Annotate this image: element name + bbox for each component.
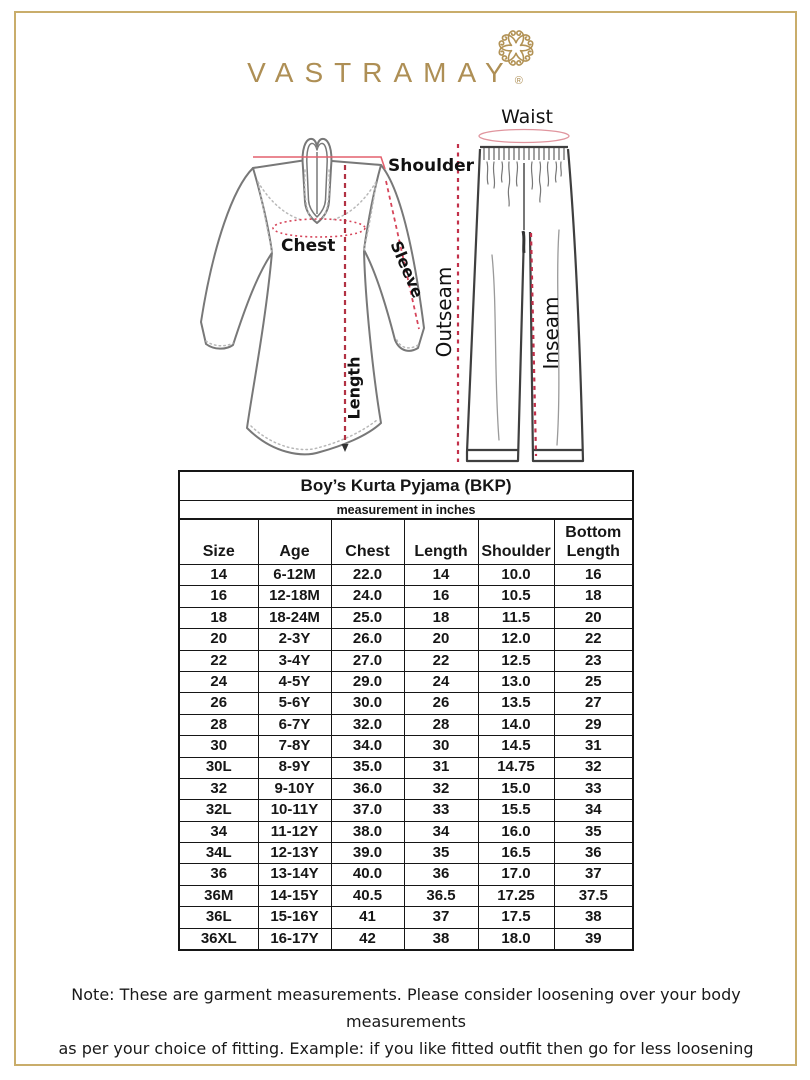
table-cell: 28 <box>179 714 258 735</box>
table-row <box>179 607 633 628</box>
table-cell: 6-7Y <box>258 714 331 735</box>
pyjama-diagram <box>467 147 583 461</box>
note-line-2: as per your choice of fitting. Example: if you like fitted outfit then go for less loosening <box>58 1039 754 1058</box>
table-cell: 36 <box>179 864 258 885</box>
table-cell: 18-24M <box>258 607 331 628</box>
table-cell: 30L <box>179 757 258 778</box>
table-cell: 20 <box>554 607 633 628</box>
table-cell: 16.5 <box>478 843 554 864</box>
size-table-subtitle: measurement in inches <box>179 501 633 520</box>
table-cell: 14.75 <box>478 757 554 778</box>
table-cell: 29 <box>554 714 633 735</box>
table-row <box>179 928 633 950</box>
table-cell: 36 <box>554 843 633 864</box>
table-cell: 28 <box>404 714 478 735</box>
table-cell: 30.0 <box>331 693 404 714</box>
table-cell: 37 <box>404 907 478 928</box>
table-cell: 2-3Y <box>258 629 331 650</box>
table-cell: 11.5 <box>478 607 554 628</box>
table-cell: 36.0 <box>331 778 404 799</box>
table-cell: 41 <box>331 907 404 928</box>
table-cell: 24.0 <box>331 586 404 607</box>
table-cell: 37.5 <box>554 885 633 906</box>
table-cell: 34L <box>179 843 258 864</box>
size-table-body <box>179 565 633 951</box>
table-cell: 32 <box>404 778 478 799</box>
table-cell: 30 <box>404 736 478 757</box>
table-cell: 31 <box>554 736 633 757</box>
table-cell: 34 <box>554 800 633 821</box>
table-cell: 15-16Y <box>258 907 331 928</box>
table-row <box>179 864 633 885</box>
table-cell: 14 <box>404 565 478 586</box>
table-cell: 10.0 <box>478 565 554 586</box>
column-header-length: Length <box>404 519 478 565</box>
table-cell: 23 <box>554 650 633 671</box>
table-cell: 22.0 <box>331 565 404 586</box>
size-table-header-row <box>179 519 633 565</box>
table-cell: 22 <box>554 629 633 650</box>
table-row <box>179 693 633 714</box>
length-label: Length <box>344 356 364 420</box>
table-cell: 36.5 <box>404 885 478 906</box>
table-cell: 32 <box>554 757 633 778</box>
table-cell: 34 <box>404 821 478 842</box>
table-cell: 36XL <box>179 928 258 950</box>
table-cell: 26 <box>179 693 258 714</box>
table-row <box>179 714 633 735</box>
table-row <box>179 586 633 607</box>
sleeve-label: Sleeve <box>386 238 428 301</box>
table-cell: 25 <box>554 671 633 692</box>
table-cell: 24 <box>179 671 258 692</box>
table-cell: 14.0 <box>478 714 554 735</box>
table-row <box>179 843 633 864</box>
table-cell: 8-9Y <box>258 757 331 778</box>
column-header-bottom-length: Bottom Length <box>554 519 633 565</box>
size-table-title-row <box>179 471 633 501</box>
table-cell: 12.5 <box>478 650 554 671</box>
table-row <box>179 800 633 821</box>
table-cell: 4-5Y <box>258 671 331 692</box>
table-cell: 38 <box>554 907 633 928</box>
table-cell: 7-8Y <box>258 736 331 757</box>
outseam-label: Outseam <box>432 266 456 358</box>
table-cell: 17.5 <box>478 907 554 928</box>
table-row <box>179 757 633 778</box>
table-cell: 18 <box>179 607 258 628</box>
note-line-1: Note: These are garment measurements. Please consider loosening over your body measurements <box>71 985 741 1031</box>
inseam-label: Inseam <box>539 296 563 370</box>
table-cell: 24 <box>404 671 478 692</box>
table-cell: 35 <box>404 843 478 864</box>
column-header-age: Age <box>258 519 331 565</box>
table-cell: 16 <box>404 586 478 607</box>
floral-star-icon <box>492 24 540 72</box>
table-cell: 14-15Y <box>258 885 331 906</box>
table-cell: 32L <box>179 800 258 821</box>
size-chart-table <box>178 470 634 951</box>
table-cell: 6-12M <box>258 565 331 586</box>
table-cell: 32 <box>179 778 258 799</box>
table-row <box>179 565 633 586</box>
table-cell: 16.0 <box>478 821 554 842</box>
table-cell: 34.0 <box>331 736 404 757</box>
table-cell: 13-14Y <box>258 864 331 885</box>
table-cell: 37 <box>554 864 633 885</box>
table-row <box>179 907 633 928</box>
table-cell: 34 <box>179 821 258 842</box>
kurta-diagram <box>201 139 424 454</box>
chest-label: Chest <box>281 236 336 256</box>
table-cell: 12-13Y <box>258 843 331 864</box>
registered-mark: ® <box>514 75 523 87</box>
table-cell: 31 <box>404 757 478 778</box>
table-cell: 39 <box>554 928 633 950</box>
table-cell: 15.5 <box>478 800 554 821</box>
table-cell: 27 <box>554 693 633 714</box>
table-cell: 3-4Y <box>258 650 331 671</box>
table-cell: 36L <box>179 907 258 928</box>
table-cell: 14.5 <box>478 736 554 757</box>
table-row <box>179 885 633 906</box>
table-row <box>179 736 633 757</box>
table-row <box>179 650 633 671</box>
table-cell: 36M <box>179 885 258 906</box>
table-cell: 29.0 <box>331 671 404 692</box>
waist-label: Waist <box>501 106 553 128</box>
table-cell: 27.0 <box>331 650 404 671</box>
table-cell: 38 <box>404 928 478 950</box>
table-cell: 40.5 <box>331 885 404 906</box>
table-row <box>179 778 633 799</box>
table-cell: 39.0 <box>331 843 404 864</box>
note-text <box>30 981 782 1062</box>
table-cell: 20 <box>179 629 258 650</box>
table-cell: 20 <box>404 629 478 650</box>
table-row <box>179 671 633 692</box>
table-cell: 40.0 <box>331 864 404 885</box>
table-cell: 16 <box>554 565 633 586</box>
table-cell: 25.0 <box>331 607 404 628</box>
table-cell: 36 <box>404 864 478 885</box>
table-cell: 10.5 <box>478 586 554 607</box>
table-cell: 15.0 <box>478 778 554 799</box>
column-header-shoulder: Shoulder <box>478 519 554 565</box>
table-cell: 12.0 <box>478 629 554 650</box>
table-cell: 32.0 <box>331 714 404 735</box>
table-cell: 38.0 <box>331 821 404 842</box>
table-cell: 17.25 <box>478 885 554 906</box>
table-cell: 22 <box>404 650 478 671</box>
brand-name: VASTRAMAY <box>247 57 515 88</box>
size-table-title: Boy’s Kurta Pyjama (BKP) <box>179 471 633 501</box>
table-cell: 5-6Y <box>258 693 331 714</box>
table-cell: 33 <box>404 800 478 821</box>
table-cell: 35.0 <box>331 757 404 778</box>
table-cell: 9-10Y <box>258 778 331 799</box>
table-cell: 16 <box>179 586 258 607</box>
table-cell: 18 <box>404 607 478 628</box>
table-cell: 13.5 <box>478 693 554 714</box>
table-cell: 33 <box>554 778 633 799</box>
table-cell: 35 <box>554 821 633 842</box>
table-cell: 30 <box>179 736 258 757</box>
table-row <box>179 821 633 842</box>
size-table-subtitle-row <box>179 501 633 520</box>
table-cell: 12-18M <box>258 586 331 607</box>
table-cell: 16-17Y <box>258 928 331 950</box>
brand-wordmark <box>0 57 790 89</box>
table-cell: 18 <box>554 586 633 607</box>
column-header-chest: Chest <box>331 519 404 565</box>
table-cell: 26.0 <box>331 629 404 650</box>
shoulder-label: Shoulder <box>388 156 475 176</box>
table-cell: 22 <box>179 650 258 671</box>
table-cell: 14 <box>179 565 258 586</box>
table-cell: 13.0 <box>478 671 554 692</box>
table-row <box>179 629 633 650</box>
table-cell: 26 <box>404 693 478 714</box>
table-cell: 37.0 <box>331 800 404 821</box>
table-cell: 11-12Y <box>258 821 331 842</box>
table-cell: 17.0 <box>478 864 554 885</box>
table-cell: 10-11Y <box>258 800 331 821</box>
column-header-size: Size <box>179 519 258 565</box>
table-cell: 42 <box>331 928 404 950</box>
table-cell: 18.0 <box>478 928 554 950</box>
